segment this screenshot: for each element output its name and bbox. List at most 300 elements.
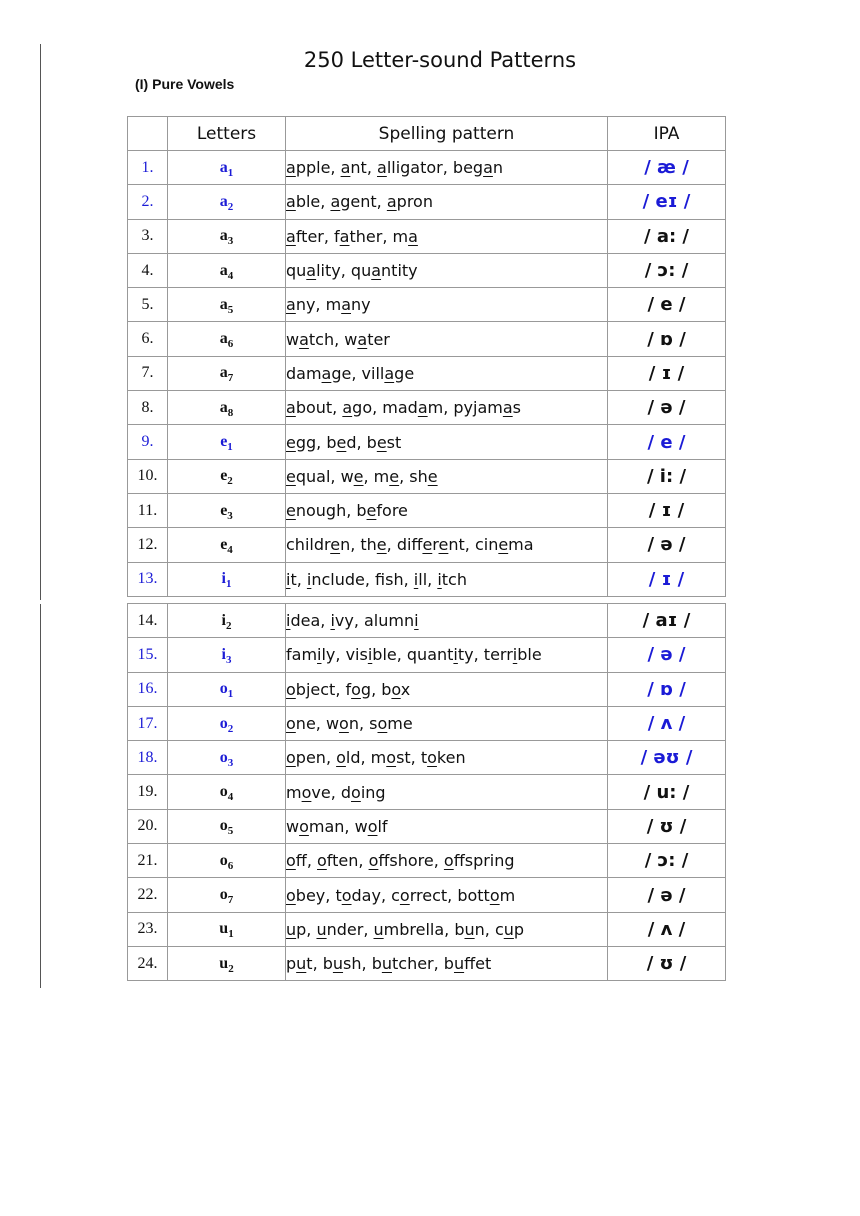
- letter-subscript: 2: [227, 475, 233, 488]
- row-number: 10.: [128, 459, 168, 493]
- spelling-text: ma: [508, 535, 534, 555]
- row-ipa: / ɒ /: [608, 672, 726, 706]
- underlined-letter: a: [377, 158, 387, 178]
- row-letter: [168, 322, 286, 356]
- row-number: 3.: [128, 219, 168, 253]
- spelling-text: , diff: [386, 535, 423, 555]
- spelling-text: nder,: [326, 919, 374, 939]
- row-letter: [168, 638, 286, 672]
- letter-subscript: 1: [227, 441, 233, 454]
- row-number: 9.: [128, 425, 168, 459]
- row-ipa: / aɪ /: [608, 604, 726, 638]
- row-letter: [168, 844, 286, 878]
- row-number: 6.: [128, 322, 168, 356]
- underlined-letter: a: [286, 158, 296, 178]
- table-row: [128, 775, 726, 809]
- underlined-letter: o: [286, 714, 296, 734]
- row-number: 18.: [128, 741, 168, 775]
- letter-base: a: [219, 398, 228, 416]
- underlined-letter: e: [427, 466, 438, 486]
- underlined-letter: a: [386, 192, 397, 212]
- row-spelling-pattern: [286, 151, 608, 185]
- underlined-letter: i: [367, 645, 373, 665]
- row-ipa: / u: /: [608, 775, 726, 809]
- spelling-text: ld, m: [345, 748, 387, 768]
- row-spelling-pattern: [286, 493, 608, 527]
- underlined-letter: u: [316, 919, 327, 939]
- spelling-text: ften,: [326, 851, 369, 871]
- spelling-text: ter: [367, 329, 390, 349]
- table-row: [128, 946, 726, 980]
- underlined-letter: i: [437, 569, 442, 589]
- table-row: [128, 604, 726, 638]
- letter-base: o: [219, 886, 228, 904]
- row-letter: [168, 253, 286, 287]
- spelling-text: lligator, beg: [386, 158, 484, 178]
- letter-base: o: [219, 748, 228, 766]
- underlined-letter: a: [340, 158, 351, 178]
- letter-subscript: 3: [227, 509, 233, 522]
- underlined-letter: e: [498, 535, 509, 555]
- row-ipa: / ɔ: /: [608, 844, 726, 878]
- letter-subscript: 4: [227, 544, 233, 557]
- underlined-letter: a: [286, 226, 296, 246]
- letter-base: e: [220, 467, 228, 485]
- spelling-text: m, pyjam: [427, 398, 503, 418]
- row-spelling-pattern: [286, 638, 608, 672]
- row-spelling-pattern: [286, 356, 608, 390]
- letter-base: o: [219, 783, 228, 801]
- underlined-letter: i: [413, 569, 419, 589]
- row-spelling-pattern: [286, 562, 608, 596]
- spelling-text: qual, w: [295, 466, 354, 486]
- row-ipa: / ʌ /: [608, 912, 726, 946]
- letter-subscript: 6: [227, 338, 234, 351]
- spelling-text: r: [432, 535, 439, 555]
- letter-base: i: [221, 645, 226, 663]
- spelling-text: ny: [351, 295, 371, 315]
- underlined-letter: i: [286, 569, 291, 589]
- letter-base: i: [221, 611, 226, 629]
- spelling-text: qu: [286, 261, 307, 281]
- spelling-text: t, b: [306, 954, 333, 974]
- spelling-text: ntity: [381, 261, 418, 281]
- underlined-letter: e: [286, 466, 296, 486]
- underlined-letter: i: [414, 611, 419, 631]
- spelling-text: n, s: [348, 714, 378, 734]
- letter-base: e: [220, 535, 228, 553]
- table-row: [128, 809, 726, 843]
- underlined-letter: i: [453, 645, 458, 665]
- spelling-text: nough, b: [295, 501, 367, 521]
- spelling-text: p: [286, 954, 297, 974]
- spelling-text: mbrella, b: [383, 919, 465, 939]
- row-number: 15.: [128, 638, 168, 672]
- spelling-text: gg, b: [295, 432, 337, 452]
- row-letter: [168, 912, 286, 946]
- table-row: [128, 741, 726, 775]
- row-ipa: / ʊ /: [608, 809, 726, 843]
- letter-subscript: 1: [228, 928, 234, 941]
- spelling-text: g, b: [360, 679, 392, 699]
- letter-base: a: [219, 295, 228, 313]
- underlined-letter: o: [286, 851, 296, 871]
- spelling-text: n: [492, 158, 504, 178]
- row-letter: [168, 809, 286, 843]
- spelling-text: ne, w: [295, 714, 340, 734]
- spelling-text: fter, f: [295, 226, 340, 246]
- underlined-letter: e: [438, 535, 449, 555]
- spelling-text: m: [286, 782, 302, 802]
- underlined-letter: a: [321, 363, 332, 383]
- letter-subscript: 3: [227, 235, 234, 248]
- letter-subscript: 1: [227, 166, 234, 179]
- spelling-text: lf: [377, 816, 388, 836]
- row-letter: [168, 493, 286, 527]
- spelling-text: pple,: [295, 158, 341, 178]
- underlined-letter: u: [464, 919, 475, 939]
- row-ipa: / eɪ /: [608, 185, 726, 219]
- row-ipa: / ɪ /: [608, 493, 726, 527]
- underlined-letter: i: [317, 645, 322, 665]
- margin-line-bottom: [40, 604, 41, 988]
- spelling-text: bject, f: [295, 679, 352, 699]
- row-spelling-pattern: [286, 604, 608, 638]
- spelling-text: ble, quant: [372, 645, 454, 665]
- letter-subscript: 3: [227, 757, 234, 770]
- row-letter: [168, 391, 286, 425]
- table-header-row: [128, 117, 726, 151]
- underlined-letter: a: [342, 398, 353, 418]
- row-spelling-pattern: [286, 706, 608, 740]
- row-number: 12.: [128, 528, 168, 562]
- spelling-text: ffshore,: [378, 851, 444, 871]
- row-number: 8.: [128, 391, 168, 425]
- spelling-text: sh, b: [343, 954, 382, 974]
- spelling-text: , sh: [399, 466, 428, 486]
- row-number: 11.: [128, 493, 168, 527]
- letter-subscript: 1: [227, 688, 234, 701]
- spelling-text: ge: [394, 363, 415, 383]
- spelling-text: rrect, bott: [409, 885, 490, 905]
- spelling-text: childr: [286, 535, 331, 555]
- row-letter: [168, 775, 286, 809]
- spelling-text: st, t: [396, 748, 428, 768]
- underlined-letter: o: [443, 851, 454, 871]
- row-spelling-pattern: [286, 878, 608, 912]
- spelling-text: gent,: [340, 192, 387, 212]
- table-row: [128, 912, 726, 946]
- row-number: 22.: [128, 878, 168, 912]
- table-row: [128, 253, 726, 287]
- spelling-text: pron: [396, 192, 433, 212]
- row-ipa: / æ /: [608, 151, 726, 185]
- underlined-letter: e: [366, 501, 377, 521]
- table-row: [128, 638, 726, 672]
- spelling-text: tch, w: [308, 329, 358, 349]
- row-spelling-pattern: [286, 459, 608, 493]
- underlined-letter: e: [336, 432, 347, 452]
- spelling-text: n, th: [340, 535, 377, 555]
- underlined-letter: o: [286, 679, 296, 699]
- spelling-text: pen,: [295, 748, 337, 768]
- underlined-letter: e: [389, 466, 400, 486]
- underlined-letter: o: [339, 714, 349, 734]
- row-ipa: / ə /: [608, 391, 726, 425]
- margin-line-top: [40, 44, 41, 600]
- spelling-text: nclude, f: [311, 569, 386, 589]
- underlined-letter: a: [357, 329, 368, 349]
- underlined-letter: a: [341, 295, 351, 315]
- underlined-letter: a: [286, 192, 296, 212]
- row-letter: [168, 219, 286, 253]
- row-spelling-pattern: [286, 844, 608, 878]
- spelling-text: n, c: [474, 919, 504, 939]
- underlined-letter: i: [286, 611, 291, 631]
- table-row: [128, 459, 726, 493]
- letter-subscript: 7: [227, 894, 234, 907]
- underlined-letter: i: [330, 611, 335, 631]
- row-ipa: / e /: [608, 288, 726, 322]
- row-number: 2.: [128, 185, 168, 219]
- underlined-letter: o: [286, 885, 296, 905]
- underlined-letter: o: [367, 816, 378, 836]
- spelling-text: ing: [360, 782, 386, 802]
- letter-base: a: [219, 158, 228, 176]
- underlined-letter: a: [371, 261, 382, 281]
- underlined-letter: o: [341, 885, 352, 905]
- table-row: [128, 493, 726, 527]
- spelling-text: p,: [296, 919, 317, 939]
- underlined-letter: o: [489, 885, 500, 905]
- spelling-text: nt,: [350, 158, 377, 178]
- underlined-letter: u: [296, 954, 307, 974]
- row-letter: [168, 459, 286, 493]
- row-ipa: / ɪ /: [608, 356, 726, 390]
- underlined-letter: e: [422, 535, 433, 555]
- underlined-letter: e: [330, 535, 341, 555]
- row-ipa: / i: /: [608, 459, 726, 493]
- spelling-text: p: [513, 919, 525, 939]
- letter-base: o: [219, 851, 228, 869]
- table-row: [128, 356, 726, 390]
- row-letter: [168, 562, 286, 596]
- underlined-letter: e: [376, 535, 387, 555]
- spelling-text: ff,: [295, 851, 317, 871]
- spelling-text: ffet: [464, 954, 492, 974]
- letter-subscript: 4: [227, 269, 234, 282]
- spelling-text: tch: [441, 569, 467, 589]
- row-letter: [168, 706, 286, 740]
- table-row: [128, 322, 726, 356]
- underlined-letter: o: [299, 816, 309, 836]
- letter-base: i: [221, 570, 226, 588]
- table-row: [128, 219, 726, 253]
- spelling-text: lity, qu: [316, 261, 372, 281]
- underlined-letter: u: [286, 919, 297, 939]
- section-heading: (I) Pure Vowels: [135, 76, 235, 92]
- row-spelling-pattern: [286, 288, 608, 322]
- row-spelling-pattern: [286, 528, 608, 562]
- table-row: [128, 185, 726, 219]
- underlined-letter: a: [286, 295, 296, 315]
- row-spelling-pattern: [286, 912, 608, 946]
- table-row: [128, 288, 726, 322]
- underlined-letter: a: [339, 226, 350, 246]
- spelling-text: st: [386, 432, 402, 452]
- row-spelling-pattern: [286, 322, 608, 356]
- row-letter: [168, 604, 286, 638]
- letter-base: a: [219, 192, 228, 210]
- letter-base: a: [219, 227, 228, 245]
- row-number: 17.: [128, 706, 168, 740]
- row-spelling-pattern: [286, 741, 608, 775]
- spelling-text: vy, alumn: [334, 611, 415, 631]
- row-number: 13.: [128, 562, 168, 596]
- row-number: 1.: [128, 151, 168, 185]
- row-ipa: / ɒ /: [608, 322, 726, 356]
- letter-base: u: [219, 920, 229, 938]
- row-ipa: / ɔ: /: [608, 253, 726, 287]
- underlined-letter: o: [301, 782, 312, 802]
- table-row: [128, 562, 726, 596]
- spelling-text: ken: [436, 748, 466, 768]
- spelling-text: s: [512, 398, 522, 418]
- letter-subscript: 5: [227, 825, 234, 838]
- underlined-letter: u: [453, 954, 465, 974]
- row-number: 7.: [128, 356, 168, 390]
- row-letter: [168, 946, 286, 980]
- row-number: 24.: [128, 946, 168, 980]
- underlined-letter: a: [299, 329, 309, 349]
- header-ipa: IPA: [608, 117, 726, 151]
- underlined-letter: u: [373, 919, 384, 939]
- letter-base: o: [219, 680, 228, 698]
- spelling-text: m: [499, 885, 516, 905]
- spelling-text: ly, vis: [321, 645, 368, 665]
- underlined-letter: a: [286, 398, 296, 418]
- underlined-letter: o: [399, 885, 410, 905]
- underlined-letter: e: [376, 432, 387, 452]
- spelling-text: dam: [286, 363, 322, 383]
- row-number: 14.: [128, 604, 168, 638]
- row-spelling-pattern: [286, 391, 608, 425]
- letter-base: e: [220, 433, 228, 451]
- spelling-text: man, w: [308, 816, 368, 836]
- spelling-text: w: [286, 329, 300, 349]
- letter-subscript: 5: [227, 304, 234, 317]
- letter-subscript: 3: [225, 654, 232, 667]
- spelling-text: x: [400, 679, 411, 699]
- row-letter: [168, 151, 286, 185]
- spelling-text: ge, vill: [331, 363, 385, 383]
- row-ipa: / a: /: [608, 219, 726, 253]
- row-number: 5.: [128, 288, 168, 322]
- underlined-letter: e: [286, 501, 296, 521]
- table-row: [128, 672, 726, 706]
- underlined-letter: e: [353, 466, 364, 486]
- underlined-letter: u: [332, 954, 344, 974]
- letter-base: u: [219, 954, 229, 972]
- spelling-text: tcher, b: [392, 954, 454, 974]
- table-row: [128, 706, 726, 740]
- header-spelling-pattern: Spelling pattern: [286, 117, 608, 151]
- spelling-text: ve, d: [311, 782, 352, 802]
- row-letter: [168, 878, 286, 912]
- spelling-text: nt, cin: [448, 535, 499, 555]
- underlined-letter: a: [384, 363, 395, 383]
- spelling-text: me: [387, 714, 413, 734]
- letter-base: a: [219, 330, 228, 348]
- letter-base: a: [219, 364, 228, 382]
- spelling-text: sh,: [385, 569, 414, 589]
- spelling-text: ble,: [295, 192, 331, 212]
- row-number: 20.: [128, 809, 168, 843]
- spelling-text: w: [286, 816, 300, 836]
- row-letter: [168, 672, 286, 706]
- spelling-text: bey, t: [295, 885, 342, 905]
- underlined-letter: o: [377, 714, 388, 734]
- table-row: [128, 151, 726, 185]
- spelling-text: bout,: [295, 398, 343, 418]
- spelling-text: t,: [290, 569, 307, 589]
- row-spelling-pattern: [286, 253, 608, 287]
- row-ipa: / ʌ /: [608, 706, 726, 740]
- table-row: [128, 425, 726, 459]
- underlined-letter: o: [351, 679, 361, 699]
- letter-base: e: [220, 501, 228, 519]
- patterns-table-part-1: [127, 116, 726, 597]
- row-ipa: / ə /: [608, 638, 726, 672]
- spelling-text: fam: [286, 645, 318, 665]
- underlined-letter: o: [368, 851, 379, 871]
- table-row: [128, 391, 726, 425]
- underlined-letter: u: [381, 954, 392, 974]
- spelling-text: ny, m: [295, 295, 342, 315]
- underlined-letter: o: [386, 748, 397, 768]
- row-ipa: / e /: [608, 425, 726, 459]
- underlined-letter: o: [427, 748, 437, 768]
- row-number: 16.: [128, 672, 168, 706]
- table-row: [128, 528, 726, 562]
- row-ipa: / əʊ /: [608, 741, 726, 775]
- underlined-letter: o: [351, 782, 361, 802]
- underlined-letter: o: [317, 851, 327, 871]
- letter-subscript: 2: [227, 201, 234, 214]
- underlined-letter: o: [286, 748, 296, 768]
- letter-subscript: 2: [225, 619, 232, 632]
- spelling-text: ffspring: [453, 851, 515, 871]
- table-row: [128, 844, 726, 878]
- underlined-letter: o: [391, 679, 401, 699]
- letter-subscript: 6: [227, 859, 234, 872]
- spelling-text: ty, terr: [457, 645, 513, 665]
- letter-base: o: [219, 714, 228, 732]
- header-letters: Letters: [168, 117, 286, 151]
- row-letter: [168, 288, 286, 322]
- letter-subscript: 2: [227, 722, 234, 735]
- underlined-letter: i: [306, 569, 312, 589]
- row-number: 19.: [128, 775, 168, 809]
- row-spelling-pattern: [286, 946, 608, 980]
- row-letter: [168, 425, 286, 459]
- letter-subscript: 2: [228, 962, 234, 975]
- underlined-letter: u: [503, 919, 514, 939]
- letter-subscript: 1: [225, 578, 232, 591]
- underlined-letter: a: [483, 158, 493, 178]
- row-ipa: / ʊ /: [608, 946, 726, 980]
- row-letter: [168, 356, 286, 390]
